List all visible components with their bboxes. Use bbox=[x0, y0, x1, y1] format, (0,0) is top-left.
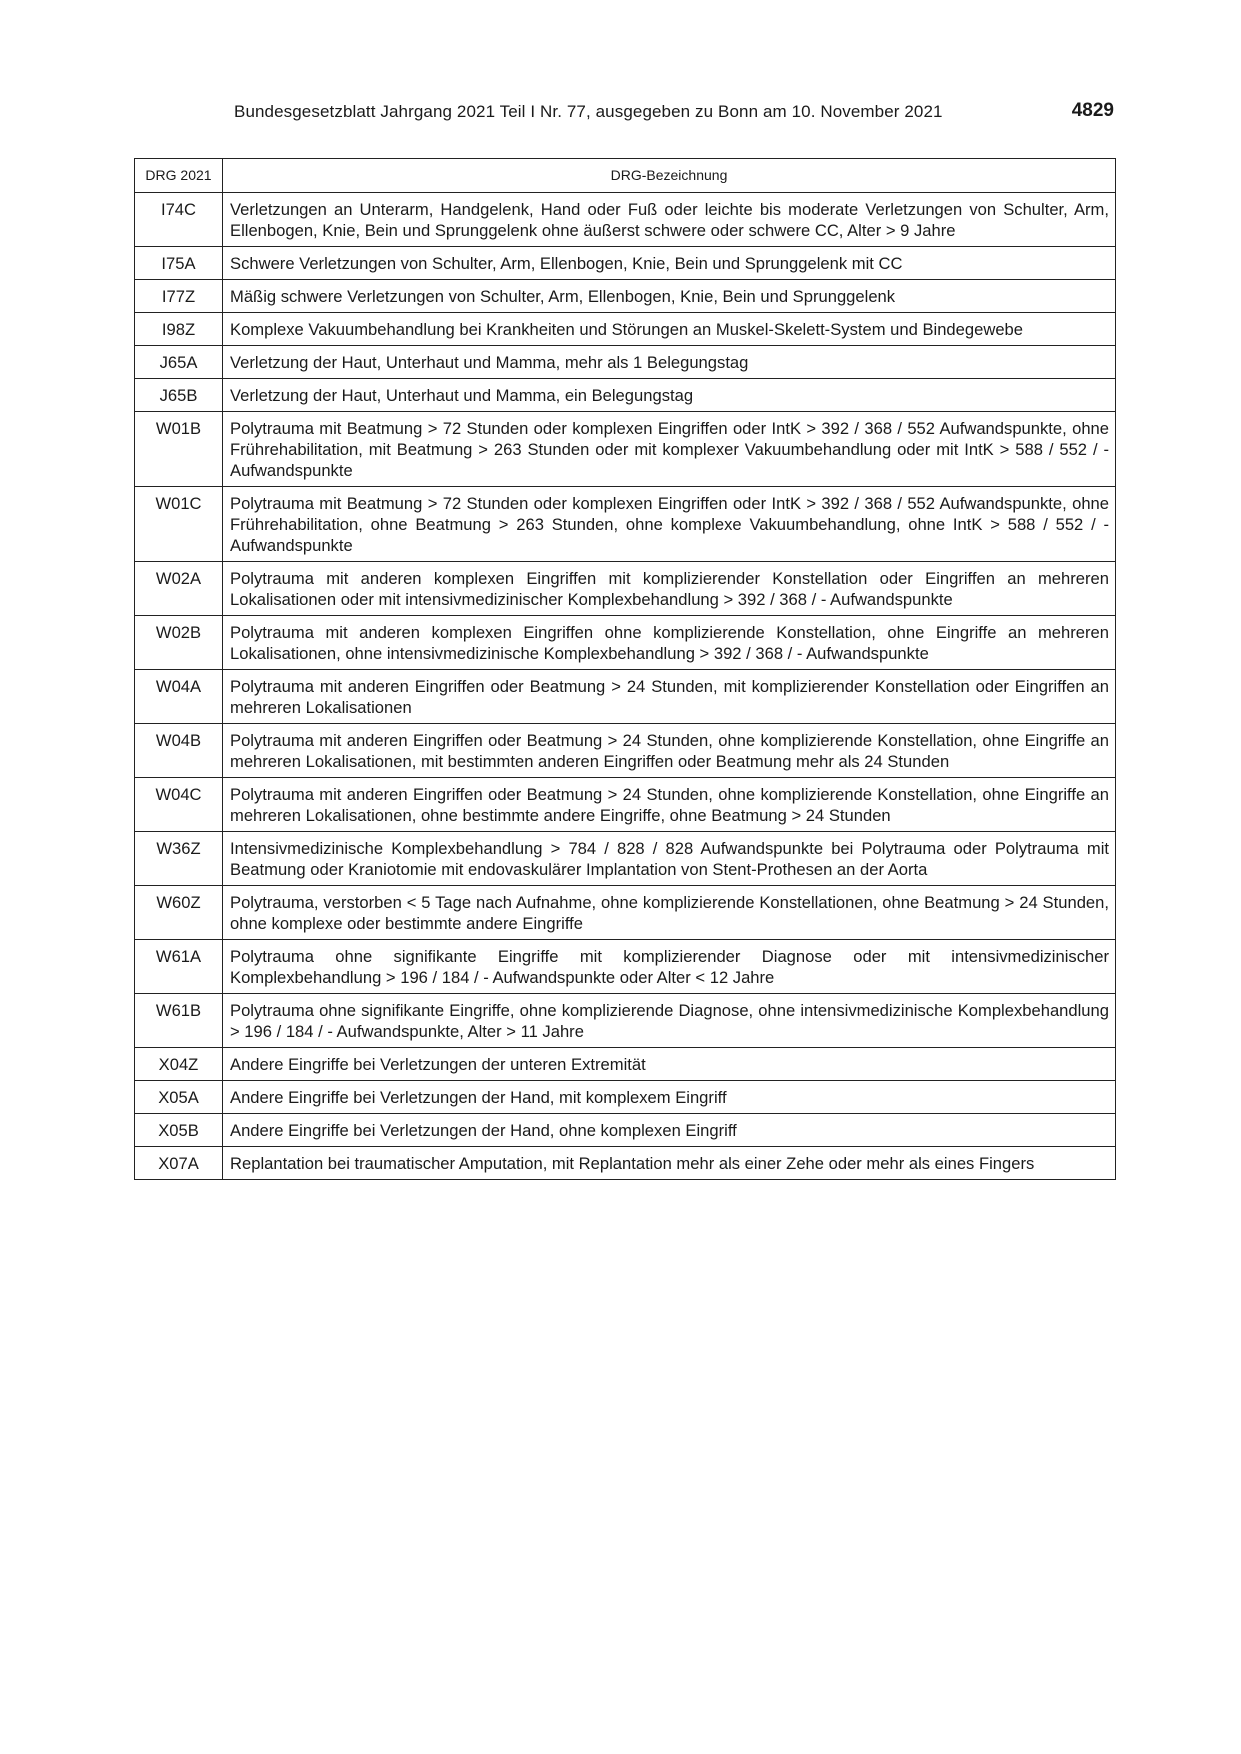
table-row bbox=[135, 313, 1116, 346]
table-row bbox=[135, 724, 1116, 778]
drg-code: I74C bbox=[135, 193, 223, 247]
drg-code: W04B bbox=[135, 724, 223, 778]
page-number: 4829 bbox=[1071, 100, 1114, 121]
drg-description: Replantation bei traumatischer Amputation, mit Replantation mehr als einer Zehe oder mehr als eines Fingers bbox=[223, 1147, 1116, 1180]
table-row bbox=[135, 940, 1116, 994]
drg-code: W01B bbox=[135, 412, 223, 487]
drg-code: W61A bbox=[135, 940, 223, 994]
drg-description: Andere Eingriffe bei Verletzungen der unteren Extremität bbox=[223, 1048, 1116, 1081]
drg-code: W36Z bbox=[135, 832, 223, 886]
drg-code: X05B bbox=[135, 1114, 223, 1147]
drg-code: J65B bbox=[135, 379, 223, 412]
table-header-row bbox=[135, 159, 1116, 193]
drg-description: Andere Eingriffe bei Verletzungen der Hand, ohne komplexen Eingriff bbox=[223, 1114, 1116, 1147]
drg-description: Polytrauma mit anderen Eingriffen oder Beatmung > 24 Stunden, ohne komplizierende Konstellation, ohne Eingriffe an mehreren Lokalisationen, mit bestimmten anderen Eingriffen oder Beatmung mehr als 24 Stunden bbox=[223, 724, 1116, 778]
drg-description: Polytrauma mit Beatmung > 72 Stunden oder komplexen Eingriffen oder IntK > 392 / 368 / 552 Aufwandspunkte, ohne Frührehabilitation, ohne Beatmung > 263 Stunden, ohne komplexe Vakuumbehandlung, ohne IntK > 588 / 552 / - Aufwandspunkte bbox=[223, 487, 1116, 562]
drg-code: W60Z bbox=[135, 886, 223, 940]
table-row bbox=[135, 994, 1116, 1048]
table-row bbox=[135, 280, 1116, 313]
drg-code: X04Z bbox=[135, 1048, 223, 1081]
column-header-code: DRG 2021 bbox=[135, 159, 223, 193]
table-row bbox=[135, 670, 1116, 724]
table-row bbox=[135, 346, 1116, 379]
drg-code: I98Z bbox=[135, 313, 223, 346]
drg-description: Polytrauma, verstorben < 5 Tage nach Aufnahme, ohne komplizierende Konstellationen, ohne Beatmung > 24 Stunden, ohne komplexe oder bestimmte andere Eingriffe bbox=[223, 886, 1116, 940]
table-row bbox=[135, 412, 1116, 487]
drg-description: Polytrauma mit anderen Eingriffen oder Beatmung > 24 Stunden, ohne komplizierende Konstellation, ohne Eingriffe an mehreren Lokalisationen, ohne bestimmte andere Eingriffe, ohne Beatmung > 24 Stunden bbox=[223, 778, 1116, 832]
table-row bbox=[135, 1048, 1116, 1081]
table-row bbox=[135, 1081, 1116, 1114]
drg-code: W02B bbox=[135, 616, 223, 670]
column-header-description: DRG-Bezeichnung bbox=[223, 159, 1116, 193]
drg-description: Verletzung der Haut, Unterhaut und Mamma, ein Belegungstag bbox=[223, 379, 1116, 412]
table-row bbox=[135, 193, 1116, 247]
drg-description: Andere Eingriffe bei Verletzungen der Hand, mit komplexem Eingriff bbox=[223, 1081, 1116, 1114]
drg-description: Komplexe Vakuumbehandlung bei Krankheiten und Störungen an Muskel-Skelett-System und Bindegewebe bbox=[223, 313, 1116, 346]
drg-code: W61B bbox=[135, 994, 223, 1048]
drg-code: W02A bbox=[135, 562, 223, 616]
table-row bbox=[135, 778, 1116, 832]
drg-table bbox=[134, 158, 1116, 1180]
table-row bbox=[135, 562, 1116, 616]
drg-description: Intensivmedizinische Komplexbehandlung > 784 / 828 / 828 Aufwandspunkte bei Polytrauma oder Polytrauma mit Beatmung oder Kraniotomie mit endovaskulärer Implantation von Stent-Prothesen an der Aorta bbox=[223, 832, 1116, 886]
table-row bbox=[135, 379, 1116, 412]
drg-code: I77Z bbox=[135, 280, 223, 313]
page-header bbox=[134, 100, 1114, 126]
table-row bbox=[135, 832, 1116, 886]
drg-description: Polytrauma ohne signifikante Eingriffe mit komplizierender Diagnose oder mit intensivmedizinischer Komplexbehandlung > 196 / 184 / - Aufwandspunkte oder Alter < 12 Jahre bbox=[223, 940, 1116, 994]
drg-description: Polytrauma ohne signifikante Eingriffe, ohne komplizierende Diagnose, ohne intensivmedizinische Komplexbehandlung > 196 / 184 / - Aufwandspunkte, Alter > 11 Jahre bbox=[223, 994, 1116, 1048]
drg-description: Polytrauma mit anderen komplexen Eingriffen mit komplizierender Konstellation oder Eingriffen an mehreren Lokalisationen oder mit intensivmedizinischer Komplexbehandlung > 392 / 368 / - Aufwandspunkte bbox=[223, 562, 1116, 616]
drg-code: J65A bbox=[135, 346, 223, 379]
drg-table-body bbox=[135, 193, 1116, 1180]
table-row bbox=[135, 487, 1116, 562]
gazette-title: Bundesgesetzblatt Jahrgang 2021 Teil I Nr. 77, ausgegeben zu Bonn am 10. November 2021 bbox=[234, 102, 943, 121]
table-row bbox=[135, 1114, 1116, 1147]
table-row bbox=[135, 1147, 1116, 1180]
drg-code: I75A bbox=[135, 247, 223, 280]
drg-description: Mäßig schwere Verletzungen von Schulter, Arm, Ellenbogen, Knie, Bein und Sprunggelenk bbox=[223, 280, 1116, 313]
drg-code: X07A bbox=[135, 1147, 223, 1180]
drg-description: Polytrauma mit Beatmung > 72 Stunden oder komplexen Eingriffen oder IntK > 392 / 368 / 552 Aufwandspunkte, ohne Frührehabilitation, mit Beatmung > 263 Stunden oder mit komplexer Vakuumbehandlung oder mit IntK > 588 / 552 / - Aufwandspunkte bbox=[223, 412, 1116, 487]
drg-description: Verletzungen an Unterarm, Handgelenk, Hand oder Fuß oder leichte bis moderate Verletzungen von Schulter, Arm, Ellenbogen, Knie, Bein und Sprunggelenk ohne äußerst schwere oder schwere CC, Alter > 9 Jahre bbox=[223, 193, 1116, 247]
drg-description: Polytrauma mit anderen Eingriffen oder Beatmung > 24 Stunden, mit komplizierender Konstellation oder Eingriffen an mehreren Lokalisationen bbox=[223, 670, 1116, 724]
drg-code: W01C bbox=[135, 487, 223, 562]
drg-code: X05A bbox=[135, 1081, 223, 1114]
drg-description: Schwere Verletzungen von Schulter, Arm, Ellenbogen, Knie, Bein und Sprunggelenk mit CC bbox=[223, 247, 1116, 280]
table-row bbox=[135, 886, 1116, 940]
drg-description: Verletzung der Haut, Unterhaut und Mamma, mehr als 1 Belegungstag bbox=[223, 346, 1116, 379]
table-row bbox=[135, 247, 1116, 280]
drg-code: W04A bbox=[135, 670, 223, 724]
drg-code: W04C bbox=[135, 778, 223, 832]
drg-description: Polytrauma mit anderen komplexen Eingriffen ohne komplizierende Konstellation, ohne Eingriffe an mehreren Lokalisationen, ohne intensivmedizinische Komplexbehandlung > 392 / 368 / - Aufwandspunkte bbox=[223, 616, 1116, 670]
table-row bbox=[135, 616, 1116, 670]
